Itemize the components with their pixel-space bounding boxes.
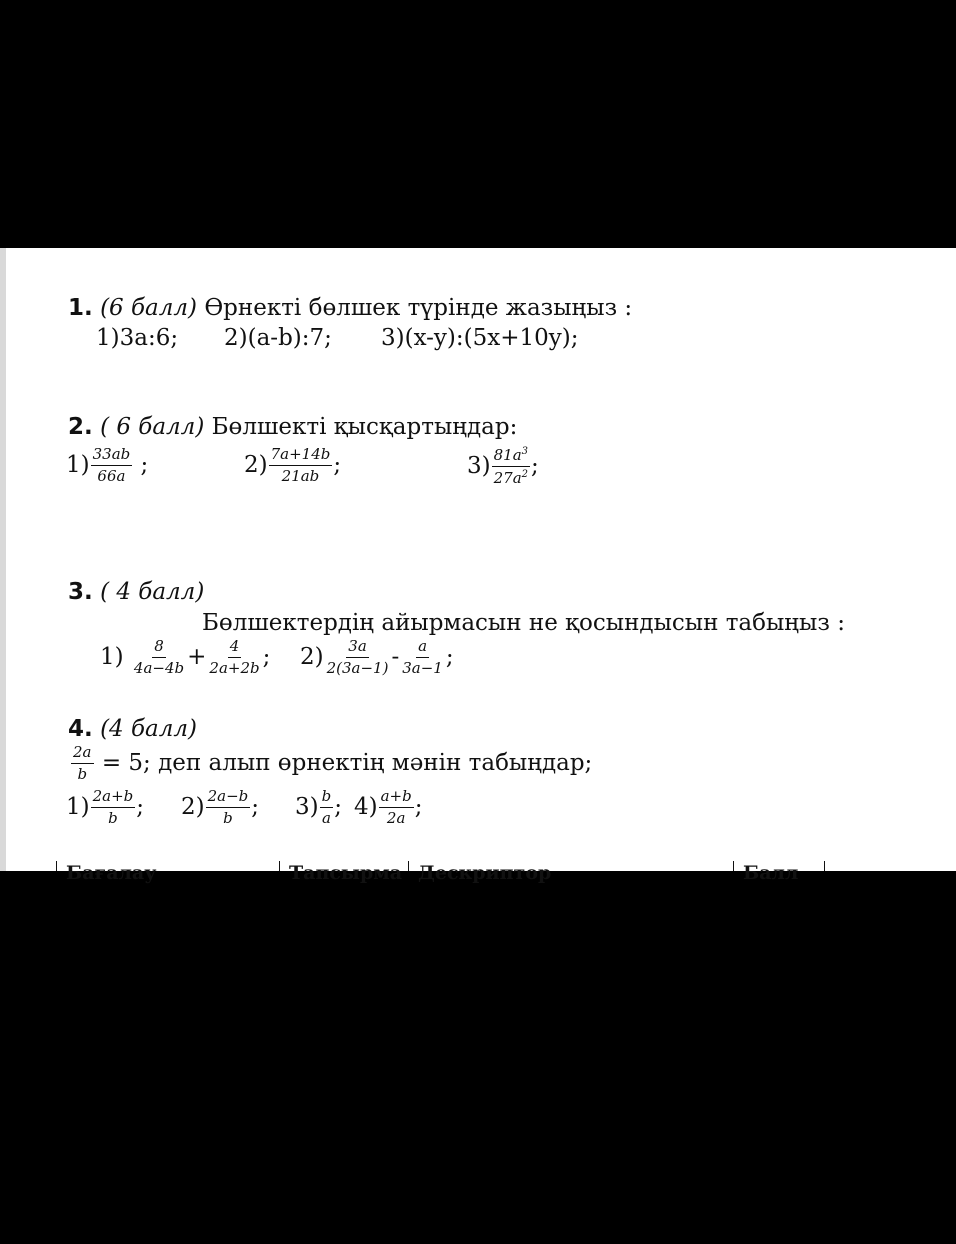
item-end: ; [531,452,539,479]
numerator: 3a [346,638,369,658]
task-4-item-4 [354,788,422,828]
table-header-cell: Бағалау [66,862,157,884]
numerator [492,446,530,467]
task-points: ( 4 балл) [100,579,205,605]
fraction [91,446,133,486]
item-label: 1) [100,643,124,670]
task-1-item-2: 2)(a-b):7; [224,325,332,351]
task-number: 1. [68,295,93,321]
task-number: 4. [68,716,93,742]
item-end: ; [133,451,149,478]
numerator: 8 [152,638,166,658]
task-2-item-2 [244,446,341,486]
fraction [320,788,334,828]
numerator: 33ab [91,446,133,466]
numerator: 2a [71,744,94,764]
task-1-item-3: 3)(x-y):(5x+10y); [381,325,579,351]
denominator: b [108,809,118,828]
denominator: 2a [386,809,406,828]
item-end: ; [414,793,423,820]
denominator: 2(3a−1) [326,659,389,678]
item-label: 3) [467,452,491,479]
item-label: 1) [66,451,90,478]
task-1-item-1: 1)3a:6; [96,325,179,351]
numerator-exponent: 3 [521,446,529,457]
task-instruction: Өрнекті бөлшек түрінде жазыңыз : [204,295,633,321]
fraction [269,446,333,486]
task-4-given [70,744,592,784]
numerator: 2a−b [206,788,251,808]
item-end: ; [262,643,271,670]
numerator: a [416,638,429,658]
table-border [279,861,280,871]
denominator: 21ab [281,467,320,486]
task-number: 3. [68,579,93,605]
task-3-instruction: Бөлшектердің айырмасын не қосындысын табыңыз : [202,610,845,636]
fraction [325,638,391,678]
item-end: ; [445,643,454,670]
task-instruction: деп алып өрнектің мәнін табыңдар; [158,749,593,776]
denominator-base: 27a [493,469,522,488]
denominator-exponent: 2 [521,469,529,481]
table-border [56,861,57,871]
task-1-heading [68,297,632,320]
item-end: ; [136,793,145,820]
fraction [71,744,94,784]
denominator: 2a+2b [209,659,260,678]
denominator: b [77,765,88,784]
task-2-item-1 [66,446,148,486]
denominator [492,467,530,487]
item-end: ; [333,451,342,478]
numerator: b [320,788,334,808]
task-number: 2. [68,414,93,440]
item-label: 2) [244,451,268,478]
task-3-item-1 [100,638,270,678]
table-border [824,861,825,871]
fraction [207,638,261,678]
table-header-cell: Дескриптор [418,862,552,884]
fraction [379,788,414,828]
denominator: 4a−4b [133,659,185,678]
denominator: b [223,809,233,828]
denominator: a [321,809,331,828]
numerator: 7a+14b [269,446,333,466]
task-3-item-2 [300,638,454,678]
table-header-cell: Тапсырма [289,862,403,884]
item-end: ; [251,793,260,820]
item-label: 1) [66,793,90,820]
fraction [400,638,445,678]
operator: + [187,643,207,670]
numerator-base: 81a [493,446,522,464]
task-points: (6 балл) [100,295,197,321]
table-header-cell: Балл [743,862,799,884]
numerator: 4 [228,638,242,658]
task-2-item-3 [467,446,539,488]
numerator: 2a+b [91,788,136,808]
item-label: 4) [354,793,378,820]
numerator: a+b [379,788,414,808]
task-2-heading [68,416,517,439]
denominator: 3a−1 [402,659,443,678]
task-3-heading [68,581,204,604]
denominator: 66a [97,467,126,486]
task-points: (4 балл) [100,716,197,742]
fraction [206,788,251,828]
fraction [132,638,186,678]
table-border [733,861,734,871]
task-4-heading [68,718,197,741]
task-4-item-1 [66,788,144,828]
page-edge [0,248,6,871]
item-label: 2) [300,643,324,670]
item-label: 3) [295,793,319,820]
table-border [408,861,409,871]
task-instruction: Бөлшекті қысқартыңдар: [211,414,518,440]
task-4-item-2 [181,788,259,828]
operator: - [391,643,400,670]
task-4-item-3 [295,788,342,828]
task-points: ( 6 балл) [100,414,205,440]
fraction [492,446,530,488]
given-equation: = 5; [101,749,151,776]
item-end: ; [334,793,342,820]
item-label: 2) [181,793,205,820]
fraction [91,788,136,828]
